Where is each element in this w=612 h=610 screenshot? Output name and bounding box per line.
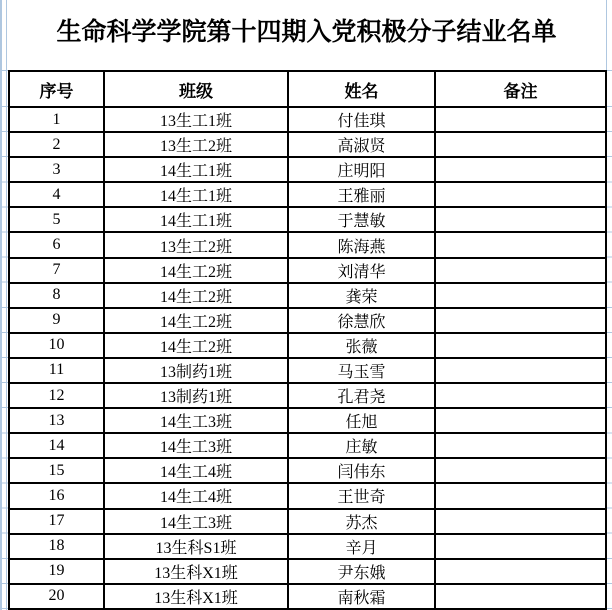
name-cell: 付佳琪 [288,107,435,132]
note-cell [435,358,606,383]
table-row [9,483,606,508]
seq-cell: 20 [9,584,104,609]
seq-cell: 16 [9,483,104,508]
class-cell: 13制药1班 [104,358,288,383]
name-cell: 张薇 [288,333,435,358]
seq-cell: 17 [9,509,104,534]
class-cell: 14生工3班 [104,408,288,433]
seq-cell: 13 [9,408,104,433]
page-title: 生命科学学院第十四期入党积极分子结业名单 [56,19,557,46]
note-cell [435,308,606,333]
seq-cell: 3 [9,157,104,182]
roster-table [8,70,607,610]
seq-cell: 14 [9,433,104,458]
class-cell: 14生工3班 [104,433,288,458]
class-cell: 13生工2班 [104,132,288,157]
name-cell: 庄明阳 [288,157,435,182]
table-row [9,182,606,207]
class-cell: 14生工4班 [104,483,288,508]
class-cell: 14生工1班 [104,182,288,207]
class-cell: 14生工3班 [104,509,288,534]
seq-cell: 7 [9,258,104,283]
table-row [9,283,606,308]
class-cell: 14生工2班 [104,283,288,308]
note-cell [435,483,606,508]
col-header-name: 姓名 [288,71,435,107]
seq-cell: 11 [9,358,104,383]
table-row [9,433,606,458]
class-cell: 13制药1班 [104,383,288,408]
left-gridline-ticks [0,106,8,610]
class-cell: 13生科S1班 [104,534,288,559]
table-row [9,132,606,157]
name-cell: 任旭 [288,408,435,433]
note-cell [435,333,606,358]
table-row [9,584,606,609]
col-header-seq: 序号 [9,71,104,107]
name-cell: 王雅丽 [288,182,435,207]
table-row [9,258,606,283]
class-cell: 14生工1班 [104,207,288,232]
note-cell [435,534,606,559]
class-cell: 14生工2班 [104,308,288,333]
class-cell: 13生科X1班 [104,584,288,609]
class-cell: 14生工2班 [104,258,288,283]
seq-cell: 10 [9,333,104,358]
note-cell [435,408,606,433]
left-gridline-tick [0,70,8,71]
table-row [9,408,606,433]
table-row [9,509,606,534]
name-cell: 徐慧欣 [288,308,435,333]
seq-cell: 12 [9,383,104,408]
note-cell [435,258,606,283]
table-row [9,232,606,257]
seq-cell: 18 [9,534,104,559]
note-cell [435,157,606,182]
class-cell: 14生工1班 [104,157,288,182]
table-row [9,308,606,333]
table-row [9,207,606,232]
table-row [9,559,606,584]
class-cell: 13生工2班 [104,232,288,257]
table-row [9,107,606,132]
header-row [9,71,606,107]
note-cell [435,383,606,408]
table-row [9,383,606,408]
seq-cell: 4 [9,182,104,207]
name-cell: 尹东娥 [288,559,435,584]
table-row [9,458,606,483]
name-cell: 辛月 [288,534,435,559]
note-cell [435,584,606,609]
seq-cell: 1 [9,107,104,132]
seq-cell: 9 [9,308,104,333]
seq-cell: 6 [9,232,104,257]
class-cell: 14生工4班 [104,458,288,483]
note-cell [435,182,606,207]
name-cell: 庄敏 [288,433,435,458]
col-header-note: 备注 [435,71,606,107]
seq-cell: 5 [9,207,104,232]
table-row [9,333,606,358]
col-header-class: 班级 [104,71,288,107]
seq-cell: 15 [9,458,104,483]
note-cell [435,283,606,308]
note-cell [435,132,606,157]
seq-cell: 8 [9,283,104,308]
name-cell: 苏杰 [288,509,435,534]
note-cell [435,107,606,132]
name-cell: 高淑贤 [288,132,435,157]
table-row [9,157,606,182]
name-cell: 马玉雪 [288,358,435,383]
name-cell: 陈海燕 [288,232,435,257]
name-cell: 王世奇 [288,483,435,508]
name-cell: 刘清华 [288,258,435,283]
class-cell: 13生工1班 [104,107,288,132]
note-cell [435,559,606,584]
class-cell: 14生工2班 [104,333,288,358]
note-cell [435,232,606,257]
name-cell: 南秋霜 [288,584,435,609]
name-cell: 孔君尧 [288,383,435,408]
note-cell [435,207,606,232]
note-cell [435,433,606,458]
table-row [9,358,606,383]
note-cell [435,458,606,483]
name-cell: 闫伟东 [288,458,435,483]
right-gridline [606,0,607,70]
class-cell: 13生科X1班 [104,559,288,584]
table-row [9,534,606,559]
seq-cell: 2 [9,132,104,157]
seq-cell: 19 [9,559,104,584]
name-cell: 于慧敏 [288,207,435,232]
note-cell [435,509,606,534]
name-cell: 龚荣 [288,283,435,308]
